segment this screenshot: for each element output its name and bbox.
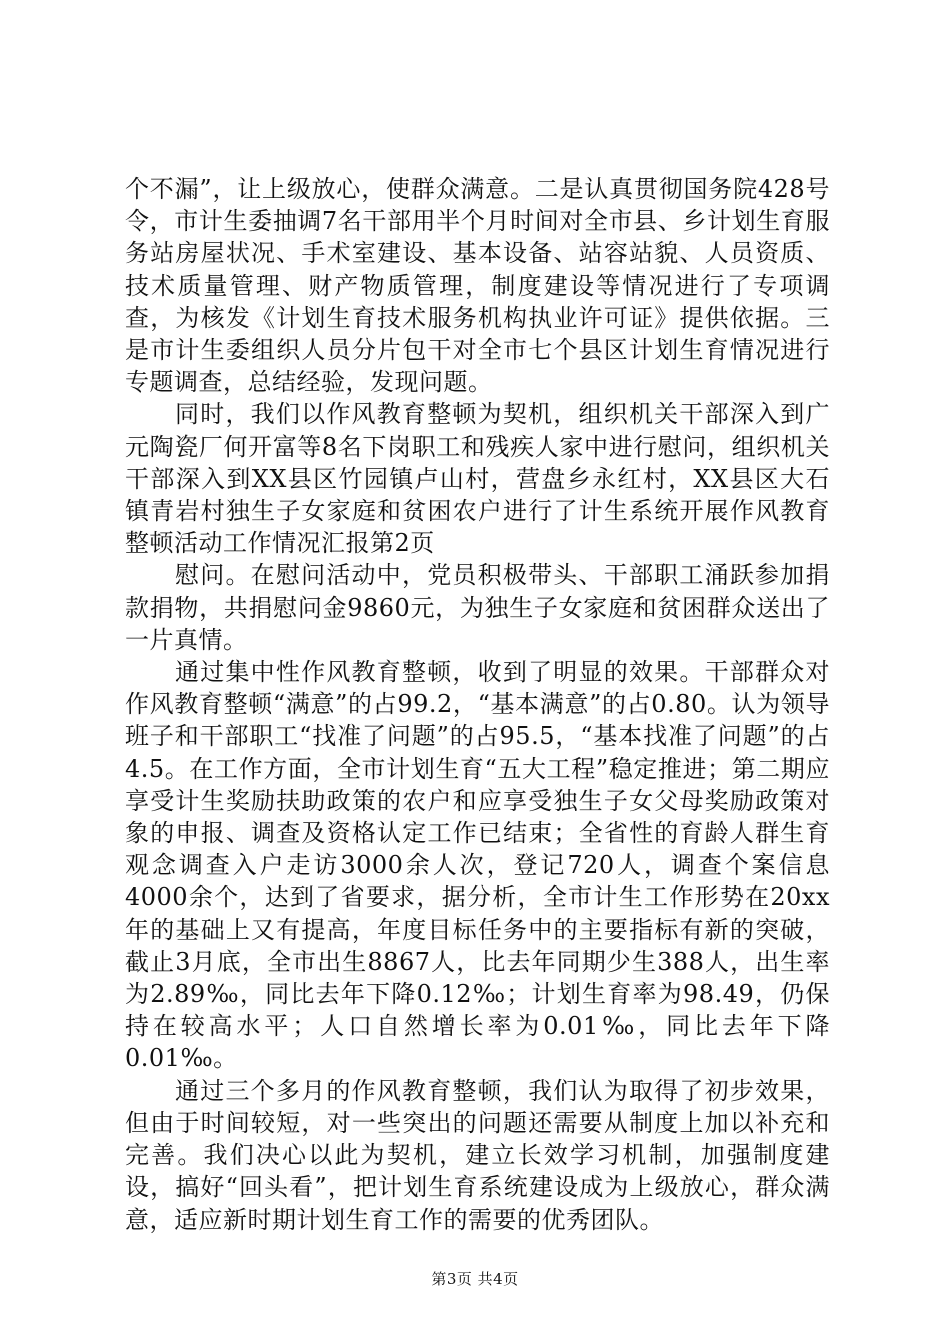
paragraph-continuation: 个不漏”，让上级放心，使群众满意。二是认真贯彻国务院428号令，市计生委抽调7名干部用半个月时间对全市县、乡计划生育服务站房屋状况、手术室建设、基本设备、站容站貌、人员资质、技术质量管理、财产物质管理，制度建设等情况进行了专项调查，为核发《计划生育技术服务机构执业许可证》提供依据。三是市计生委组织人员分片包干对全市七个县区计划生育情况进行专题调查，总结经验，发现问题。 — [125, 175, 830, 397]
document-body — [125, 173, 830, 1236]
paragraph-visits: 同时，我们以作风教育整顿为契机，组织机关干部深入到广元陶瓷厂何开富等8名下岗职工和残疾人家中进行慰问，组织机关干部深入到XX县区竹园镇卢山村，营盘乡永红村，XX县区大石镇青岩村独生子女家庭和贫困农户进行了计生系统开展作风教育整顿活动工作情况汇报第2页 — [125, 400, 830, 558]
paragraph-donations: 慰问。在慰问活动中，党员积极带头、干部职工涌跃参加捐款捐物，共捐慰问金9860元，为独生子女家庭和贫困群众送出了一片真情。 — [125, 561, 830, 654]
paragraph-results: 通过集中性作风教育整顿，收到了明显的效果。干部群众对作风教育整顿“满意”的占99.2，“基本满意”的占0.80。认为领导班子和干部职工“找准了问题”的占95.5，“基本找准了问题”的占4.5。在工作方面，全市计划生育“五大工程”稳定推进；第二期应享受计生奖励扶助政策的农户和应享受独生子女父母奖励政策对象的申报、调查及资格认定工作已结束；全省性的育龄人群生育观念调查入户走访3000余人次，登记720人，调查个案信息4000余个，达到了省要求，据分析，全市计生工作形势在20xx年的基础上又有提高，年度目标任务中的主要指标有新的突破，截止3月底，全市出生8867人，比去年同期少生388人，出生率为2.89‰，同比去年下降0.12‰；计划生育率为98.49，仍保持在较高水平；人口自然增长率为0.01‰，同比去年下降0.01‰。 — [125, 658, 830, 1073]
page-footer: 第3页 共4页 — [431, 1270, 519, 1288]
paragraph-conclusion: 通过三个多月的作风教育整顿，我们认为取得了初步效果，但由于时间较短，对一些突出的问题还需要从制度上加以补充和完善。我们决心以此为契机，建立长效学习机制，加强制度建设，搞好“回头看”，把计划生育系统建设成为上级放心，群众满意，适应新时期计划生育工作的需要的优秀团队。 — [125, 1076, 830, 1234]
